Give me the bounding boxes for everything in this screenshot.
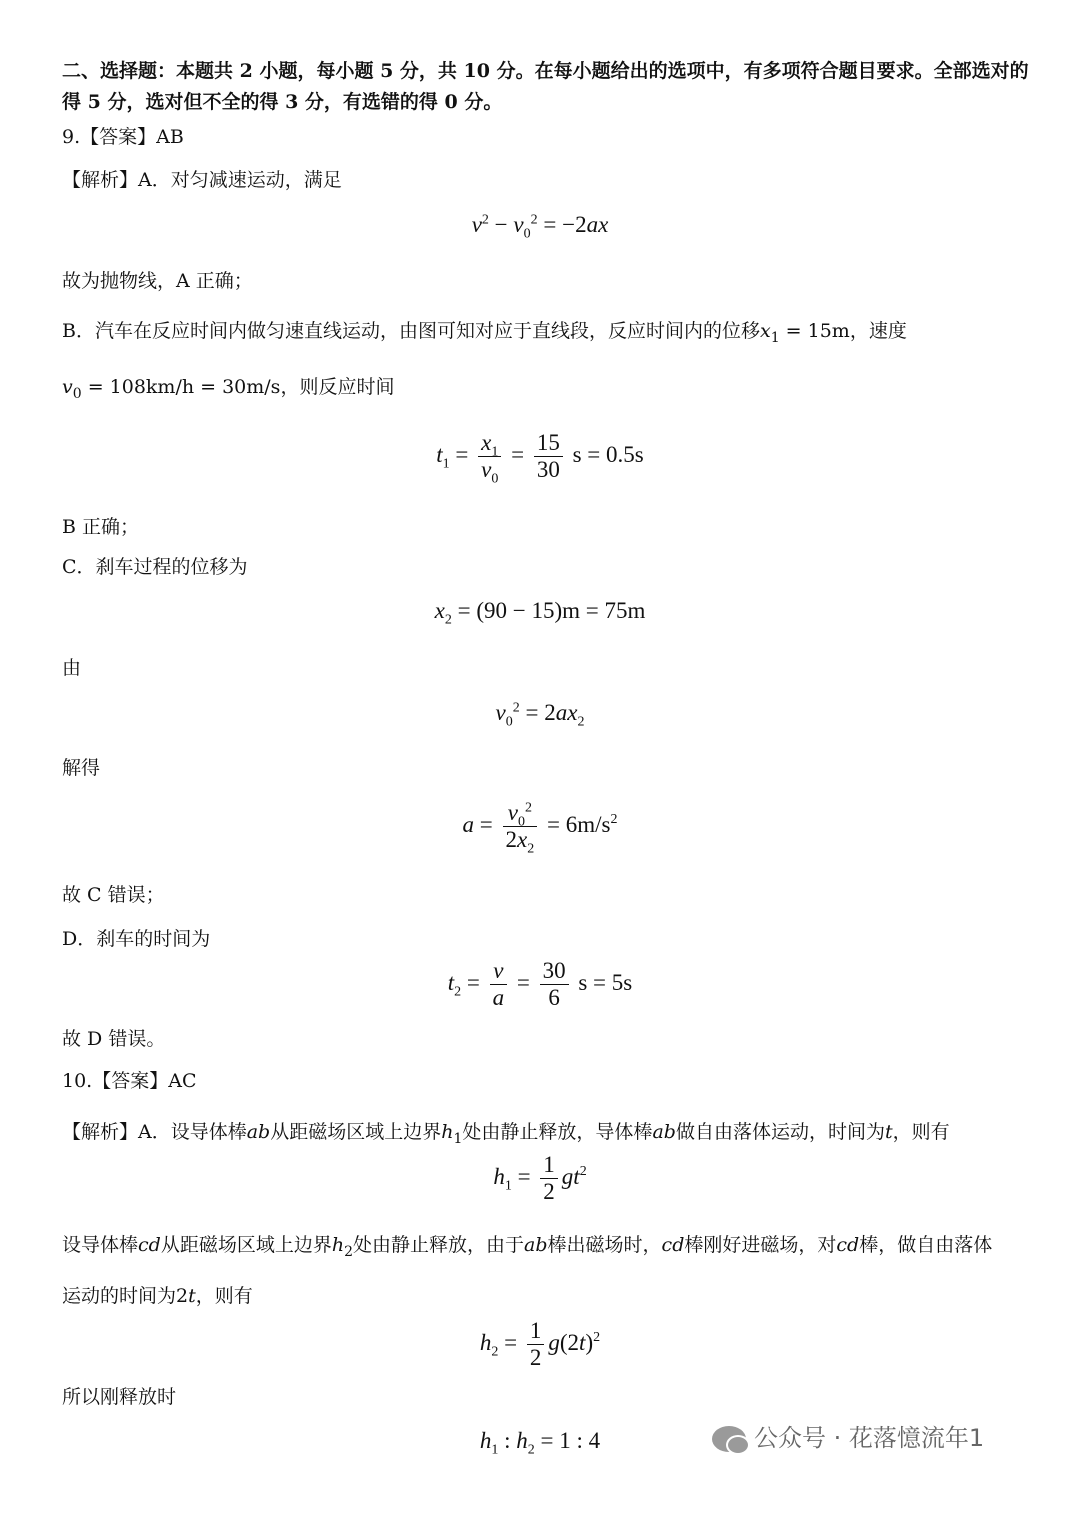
q9-b-line1-post: ，速度 xyxy=(849,320,907,342)
q9-c-conclusion: 故 C 错误； xyxy=(62,884,165,906)
q9-b-line1-pre: B．汽车在反应时间内做匀速直线运动，由图可知对应于直线段，反应时间内的位移 xyxy=(62,320,760,342)
q9-analysis-a: 【解析】A．对匀减速运动，满足 xyxy=(62,169,342,191)
q9-a-conclusion: 故为抛物线，A 正确； xyxy=(62,270,253,292)
q9-b-line2: $v_0 = 108km/h = 30m/s$，则反应时间 xyxy=(62,376,395,402)
eq-h2: $h_2$ = $\frac{1}{2}$ $g(2t)^2$ xyxy=(479,1318,601,1370)
watermark-text: 公众号 · 花落憶流年1 xyxy=(754,1424,985,1452)
q9-answer: 9.【答案】AB xyxy=(62,126,184,148)
q10-line1-e: ，则有 xyxy=(892,1121,950,1143)
q10-line1-c: 处由静止释放，导体棒 xyxy=(462,1121,653,1143)
q10-line3-a: 运动的时间为 xyxy=(62,1285,177,1307)
q10-line2-d: 棒出磁场时， xyxy=(547,1234,662,1256)
q10-line2: 设导体棒cd从距磁场区域上边界$h_2$处由静止释放，由于ab棒出磁场时，cd棒刚好进磁场，对cd棒，做自由落体 xyxy=(62,1234,993,1260)
eq-braking-displacement: $x_2 = (90 - 15)m = 75m$ xyxy=(434,598,646,628)
eq-v0-squared: $v_0^2 = 2ax_2$ xyxy=(495,700,585,730)
q9-c-intro: C．刹车过程的位移为 xyxy=(62,556,248,578)
eq-braking-time: $t_2$ = $\frac{v}{a}$ = $\frac{30}{6}$ s = 5s xyxy=(447,958,633,1010)
section-heading-line2: 得 5 分，选对但不全的得 3 分，有选错的得 0 分。 xyxy=(62,91,503,113)
section-heading-line1: 二、选择题：本题共 2 小题，每小题 5 分，共 10 分。在每小题给出的选项中，有多项符合题目要求。全部选对的 xyxy=(62,60,1029,82)
q10-line1: 【解析】A．设导体棒ab从距磁场区域上边界$h_1$处由静止释放，导体棒ab做自由落体运动，时间为t，则有 xyxy=(62,1121,950,1147)
q10-line1-b: 从距磁场区域上边界 xyxy=(270,1121,442,1143)
q9-d-intro: D．刹车的时间为 xyxy=(62,928,211,950)
eq-ratio: $h_1$ : $h_2 = 1$ : 4 xyxy=(479,1428,601,1458)
q10-line2-e: 棒刚好进磁场，对 xyxy=(684,1234,837,1256)
q10-line2-f: 棒，做自由落体 xyxy=(859,1234,993,1256)
q10-line2-a: 设导体棒 xyxy=(62,1234,139,1256)
watermark xyxy=(712,1418,984,1453)
q9-b-line1: B．汽车在反应时间内做匀速直线运动，由图可知对应于直线段，反应时间内的位移$x_1 = 15m$，速度 xyxy=(62,320,907,346)
q10-line3-b: ，则有 xyxy=(195,1285,253,1307)
eq-h1: $h_1$ = $\frac{1}{2}$ $gt^2$ xyxy=(493,1152,587,1204)
q10-answer: 10.【答案】AC xyxy=(62,1070,197,1092)
q10-line2-b: 从距磁场区域上边界 xyxy=(160,1234,332,1256)
wechat-icon xyxy=(712,1426,746,1452)
q9-you: 由 xyxy=(62,657,82,679)
q9-jiede: 解得 xyxy=(62,757,101,779)
eq-acceleration: a = $\frac{v_0^2}{2x_2}$ = $6m/s^2$ xyxy=(462,800,618,857)
q10-release: 所以刚释放时 xyxy=(62,1386,177,1408)
q10-line2-c: 处由静止释放，由于 xyxy=(353,1234,525,1256)
q10-line1-d: 做自由落体运动，时间为 xyxy=(675,1121,885,1143)
eq-reaction-time: $t_1$ = $\frac{x_1}{v_0}$ = $\frac{15}{30}$ s = 0.5s xyxy=(436,430,644,487)
q10-line3: 运动的时间为2t，则有 xyxy=(62,1285,253,1307)
q9-b-line2-post: ，则反应时间 xyxy=(280,376,395,398)
q9-d-conclusion: 故 D 错误。 xyxy=(62,1028,166,1050)
q10-line1-a: 【解析】A．设导体棒 xyxy=(62,1121,247,1143)
q9-b-conclusion: B 正确； xyxy=(62,516,140,538)
eq-velocity-displacement: $v^2 - v_0^2 = -2ax$ xyxy=(471,212,609,242)
